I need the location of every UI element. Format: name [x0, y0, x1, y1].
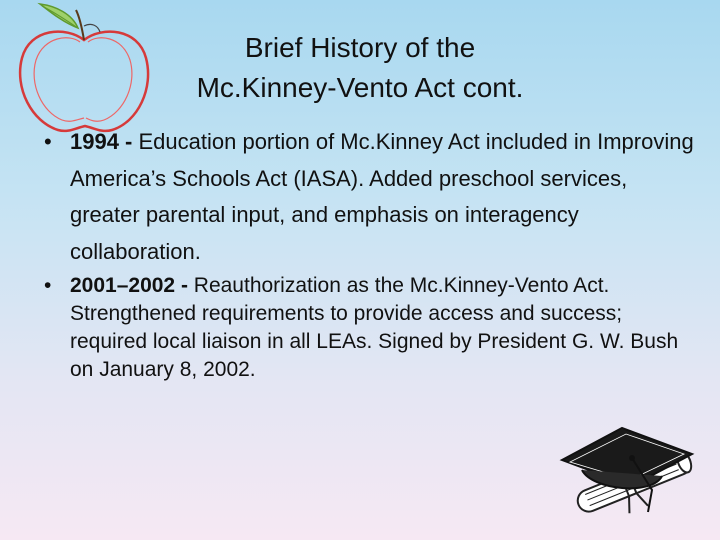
title-line-2: Mc.Kinney-Vento Act cont.	[196, 72, 524, 103]
bullet-item-1994	[44, 124, 694, 270]
bullet-text: Reauthorization as the Mc.Kinney-Vento Act. Strengthened requirements to provide access and success; required local liaison in all LEAs. Signed by President G. W. Bush on January 8, 2002.	[70, 274, 679, 381]
title-line-1: Brief History of the	[244, 32, 476, 63]
bullet-list	[44, 124, 694, 384]
bullet-item-2001-2002	[44, 272, 694, 384]
bullet-marker: •	[44, 274, 52, 297]
graduation-cap-diploma-icon	[552, 420, 700, 536]
slide-title	[150, 28, 570, 108]
apple-icon	[10, 2, 160, 137]
bullet-marker: •	[44, 129, 52, 154]
bullet-year: 1994 -	[70, 129, 133, 154]
bullet-text: Education portion of Mc.Kinney Act included in Improving America’s Schools Act (IASA). Added preschool services, greater parental input, and emphasis on interagency collaboration.	[70, 129, 694, 264]
bullet-year: 2001–2002 -	[70, 274, 188, 297]
